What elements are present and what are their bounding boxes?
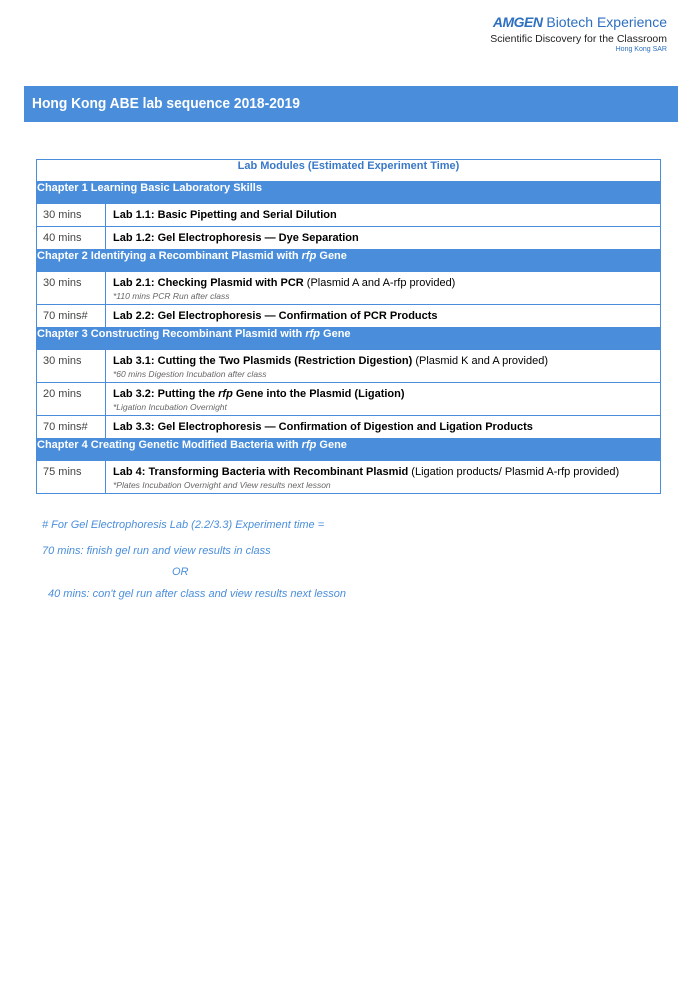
lab-name-suffix: Gene into the Plasmid (Ligation) [232,388,405,400]
lab-name: Lab 3.3: Gel Electrophoresis — Confirmation of Digestion and Ligation Products [113,421,533,433]
chapter-row [37,439,661,461]
footnote-heading: # For Gel Electrophoresis Lab (2.2/3.3) Experiment time = [42,519,325,531]
chapter-title: Chapter 3 Constructing Recombinant Plasmid with [37,328,306,340]
table-row [37,204,661,227]
footnote-option-40: 40 mins: con't gel run after class and view results next lesson [48,588,347,600]
amgen-logo [490,14,667,53]
lab-time: 70 mins# [37,416,106,439]
lab-time: 70 mins# [37,305,106,328]
table-header-row [37,160,661,182]
chapter-row [37,182,661,204]
lab-extra: (Plasmid A and A-rfp provided) [303,277,456,289]
logo-tagline: Scientific Discovery for the Classroom [490,33,667,45]
lab-name: Lab 3.1: Cutting the Two Plasmids (Restriction Digestion) [113,355,413,367]
table-row [37,461,661,494]
lab-note: *Plates Incubation Overnight and View results next lesson [113,480,331,490]
chapter-title-gene: rfp [301,250,317,262]
table-row [37,227,661,250]
lab-name: Lab 2.1: Checking Plasmid with PCR [113,277,304,289]
chapter-title: Chapter 2 Identifying a Recombinant Plasmid with [37,250,302,262]
chapter-title-gene: rfp [301,439,317,451]
lab-name: Lab 2.2: Gel Electrophoresis — Confirmation of PCR Products [113,310,438,322]
title-banner [24,86,678,122]
lab-time: 30 mins [37,350,106,383]
chapter-title: Chapter 4 Creating Genetic Modified Bacteria with [37,439,302,451]
chapter-row [37,250,661,272]
lab-time: 30 mins [37,272,106,305]
table-header: Lab Modules (Estimated Experiment Time) [37,160,661,182]
lab-note: *110 mins PCR Run after class [113,291,230,301]
table-row [37,350,661,383]
logo-product: Biotech Experience [546,14,667,30]
page-title: Hong Kong ABE lab sequence 2018-2019 [32,95,300,112]
chapter-title-suffix: Gene [316,439,347,451]
chapter-title-gene: rfp [305,328,320,340]
lab-modules-table [36,159,661,494]
lab-name: Lab 3.2: Putting the [113,388,219,400]
lab-name: Lab 1.2: Gel Electrophoresis — Dye Separation [113,232,359,244]
lab-time: 20 mins [37,383,106,416]
table-row [37,383,661,416]
lab-name: Lab 1.1: Basic Pipetting and Serial Dilution [113,209,337,221]
footnote-option-70: 70 mins: finish gel run and view results in class [42,545,271,557]
lab-name-gene: rfp [218,388,233,400]
lab-note: *Ligation Incubation Overnight [113,402,227,412]
lab-note: *60 mins Digestion Incubation after class [113,369,267,379]
table-row [37,272,661,305]
logo-region: Hong Kong SAR [615,46,667,53]
lab-time: 40 mins [37,227,106,250]
logo-brand: AMGEN [492,14,543,30]
lab-time: 30 mins [37,204,106,227]
chapter-row [37,328,661,350]
lab-time: 75 mins [37,461,106,494]
lab-extra: (Plasmid K and A provided) [412,355,549,367]
table-row [37,416,661,439]
footnote-or: OR [172,566,189,578]
lab-name: Lab 4: Transforming Bacteria with Recombinant Plasmid [113,466,409,478]
lab-extra: (Ligation products/ Plasmid A-rfp provided) [408,466,620,478]
table-row [37,305,661,328]
chapter-title: Chapter 1 Learning Basic Laboratory Skills [37,182,262,194]
chapter-title-suffix: Gene [319,328,351,340]
chapter-title-suffix: Gene [316,250,347,262]
